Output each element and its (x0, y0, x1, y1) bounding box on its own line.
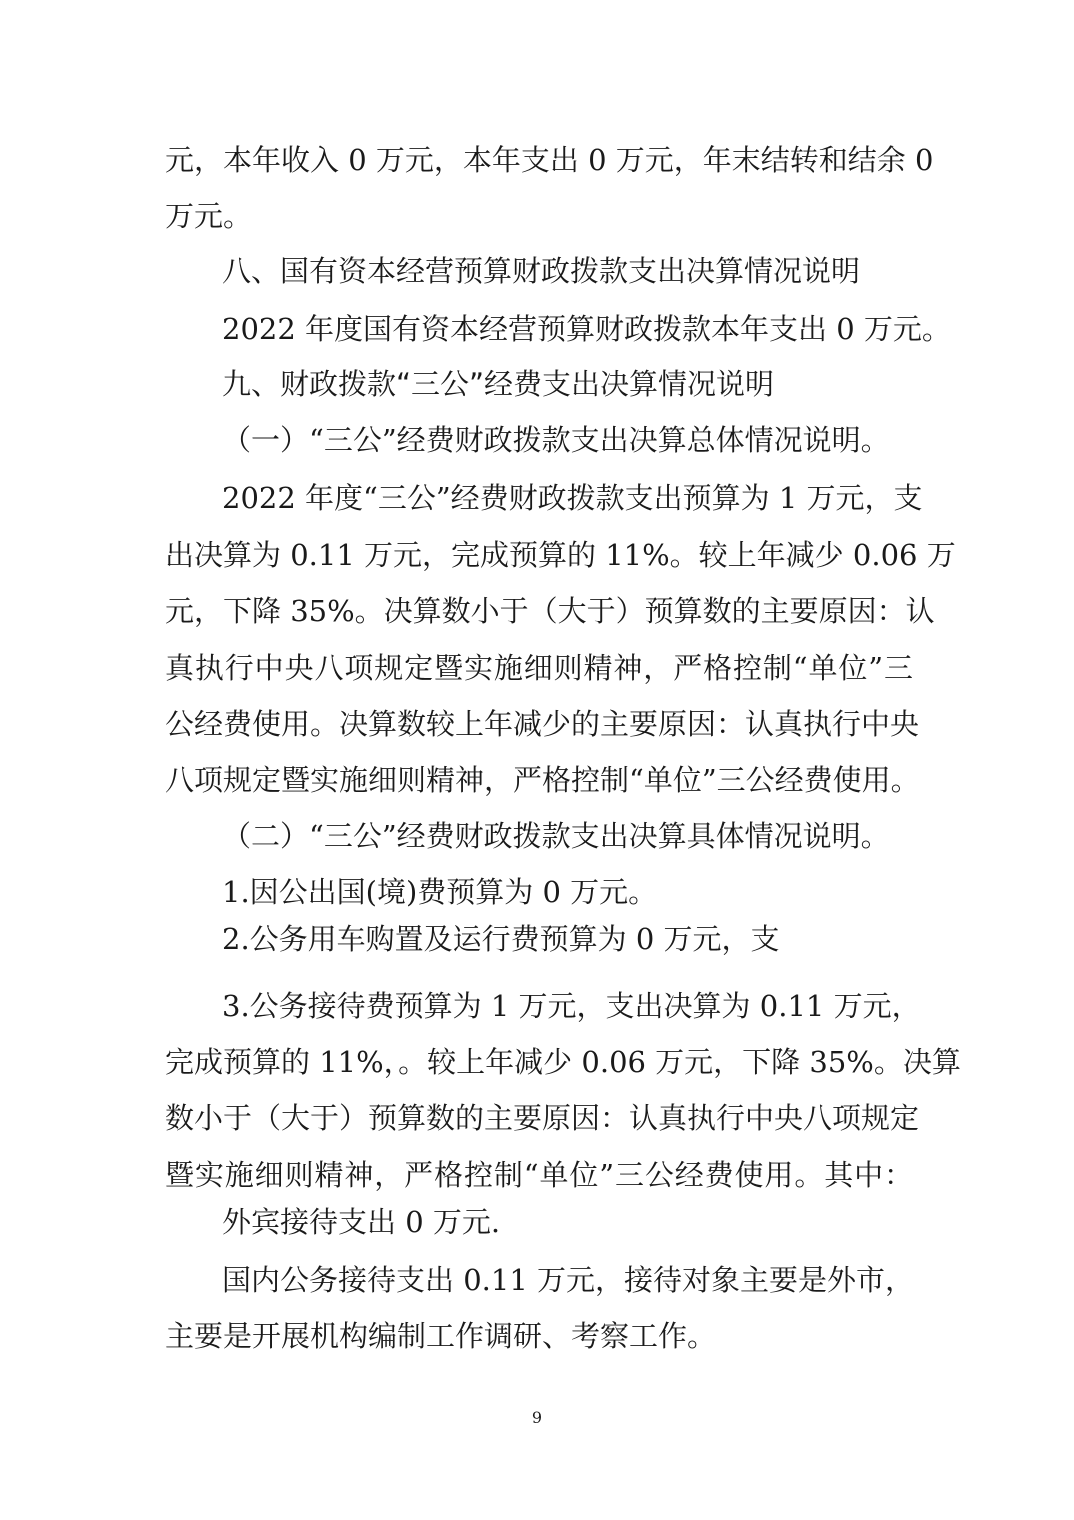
paragraph-line: 暨实施细则精神，严格控制“单位”三公经费使用。其中： (165, 1158, 913, 1192)
paragraph-line: 数小于（大于）预算数的主要原因：认真执行中央八项规定 (165, 1101, 920, 1135)
subsection-heading-1: （一）“三公”经费财政拨款支出决算总体情况说明。 (222, 423, 890, 457)
page-number: 9 (531, 1408, 543, 1427)
section-heading-9: 九、财政拨款“三公”经费支出决算情况说明 (222, 367, 775, 401)
paragraph-line: 2022 年度国有资本经营预算财政拨款本年支出 0 万元。 (222, 312, 951, 346)
list-item: 2.公务用车购置及运行费预算为 0 万元，支 (222, 922, 780, 956)
paragraph-line: 外宾接待支出 0 万元. (222, 1205, 501, 1239)
paragraph-line: 出决算为 0.11 万元，完成预算的 11%。较上年减少 0.06 万 (165, 538, 956, 572)
paragraph-line: 主要是开展机构编制工作调研、考察工作。 (165, 1319, 717, 1353)
paragraph-line: 2022 年度“三公”经费财政拨款支出预算为 1 万元，支 (222, 481, 923, 515)
list-item: 1.因公出国(境)费预算为 0 万元。 (222, 875, 658, 909)
subsection-heading-2: （二）“三公”经费财政拨款支出决算具体情况说明。 (222, 819, 890, 853)
paragraph-line: 元，下降 35%。决算数小于（大于）预算数的主要原因：认 (165, 594, 935, 628)
paragraph-line: 真执行中央八项规定暨实施细则精神，严格控制“单位”三 (165, 651, 913, 685)
paragraph-line: 国内公务接待支出 0.11 万元，接待对象主要是外市， (222, 1263, 915, 1297)
list-item: 3.公务接待费预算为 1 万元，支出决算为 0.11 万元， (222, 989, 921, 1023)
paragraph-line: 完成预算的 11%，。较上年减少 0.06 万元，下降 35%。决算 (165, 1045, 961, 1079)
paragraph-line: 元，本年收入 0 万元，本年支出 0 万元，年末结转和结余 0 (165, 143, 934, 177)
paragraph-line: 公经费使用。决算数较上年减少的主要原因：认真执行中央 (165, 707, 920, 741)
section-heading-8: 八、国有资本经营预算财政拨款支出决算情况说明 (222, 254, 861, 288)
paragraph-line: 万元。 (165, 199, 253, 233)
paragraph-line: 八项规定暨实施细则精神，严格控制“单位”三公经费使用。 (165, 763, 920, 797)
